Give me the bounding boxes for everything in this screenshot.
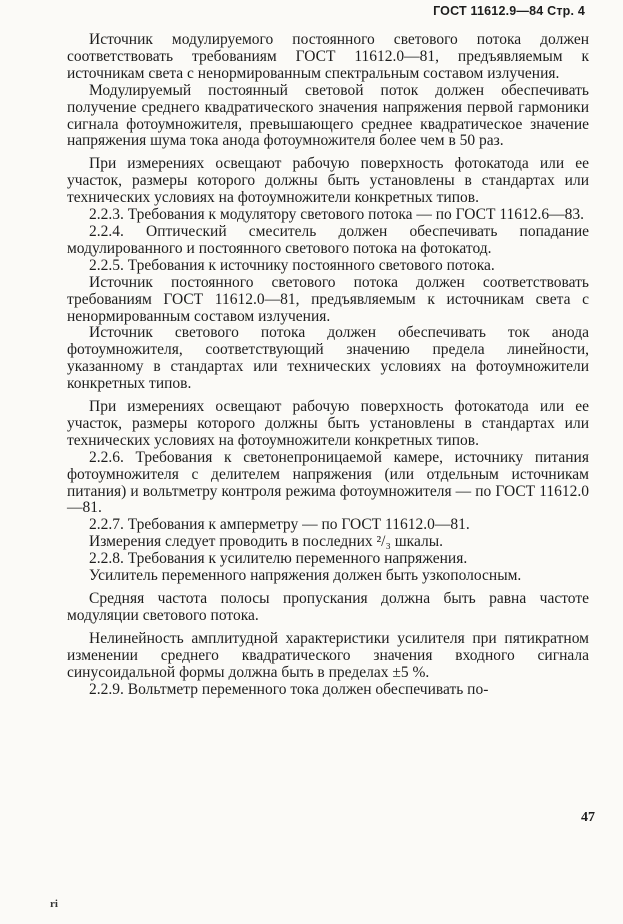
paragraph: Измерения следует проводить в последних ²/₃ шкалы. [89, 533, 443, 551]
page-number: 47 [581, 810, 595, 825]
paragraph: 2.2.9. Вольтметр переменного тока должен обеспечивать по- [89, 680, 489, 698]
paragraph: Источник светового потока должен обеспечивать ток анода фотоумножителя, соответствующий значению предела линейности, указанному в стандартах или технических условиях на фотоумножители конкретных типов. [67, 324, 589, 393]
document-body [67, 32, 589, 698]
paragraph: 2.2.6. Требования к светонепроницаемой камере, источнику питания фотоумножителя с делителем напряжения (или отдельным источникам питания) и вольтметру контроля режима фотоумножителя — по ГОСТ 11612.0—81. [67, 448, 589, 517]
paragraph: Модулируемый постоянный световой поток должен обеспечивать получение среднего квадратического значения напряжения первой гармоники сигнала фотоумножителя, превышающего среднее квадратическое значение напряжения шума тока анода фотоумножителя более чем в 50 раз. [67, 81, 589, 150]
paragraph: Нелинейность амплитудной характеристики усилителя при пятикратном изменении среднего квадратического значения входного сигнала синусоидальной формы должна быть в пределах ±5 %. [67, 629, 589, 681]
paragraph: Источник модулируемого постоянного светового потока должен соответствовать требованиям ГОСТ 11612.0—81, предъявляемым к источникам света с ненормированным спектральным составом излучения. [67, 31, 589, 82]
paragraph: 2.2.8. Требования к усилителю переменного напряжения. [89, 550, 468, 568]
paragraph: 2.2.4. Оптический смеситель должен обеспечивать попадание модулированного и постоянного светового потока на фотокатод. [67, 222, 589, 257]
page-header: ГОСТ 11612.9—84 Стр. 4 [433, 4, 585, 18]
paragraph: Усилитель переменного напряжения должен быть узкополосным. [89, 567, 522, 585]
paragraph: Источник постоянного светового потока должен соответствовать требованиям ГОСТ 11612.0—81, предъявляемым к источникам света с ненормированным составом излучения. [67, 273, 589, 325]
paragraph: 2.2.7. Требования к амперметру — по ГОСТ 11612.0—81. [89, 516, 470, 534]
paragraph: 2.2.5. Требования к источнику постоянного светового потока. [89, 256, 495, 274]
paragraph: 2.2.3. Требования к модулятору светового потока — по ГОСТ 11612.6—83. [89, 206, 584, 224]
paragraph: При измерениях освещают рабочую поверхность фотокатода или ее участок, размеры которого должны быть установлены в стандартах или технических условиях на фотоумножители конкретных типов. [67, 398, 589, 449]
paragraph: Средняя частота полосы пропускания должна быть равна частоте модуляции светового потока. [67, 590, 589, 624]
paragraph: При измерениях освещают рабочую поверхность фотокатода или ее участок, размеры которого должны быть установлены в стандартах или технических условиях на фотоумножители конкретных типов. [67, 155, 589, 207]
corner-mark: ri [50, 898, 58, 910]
